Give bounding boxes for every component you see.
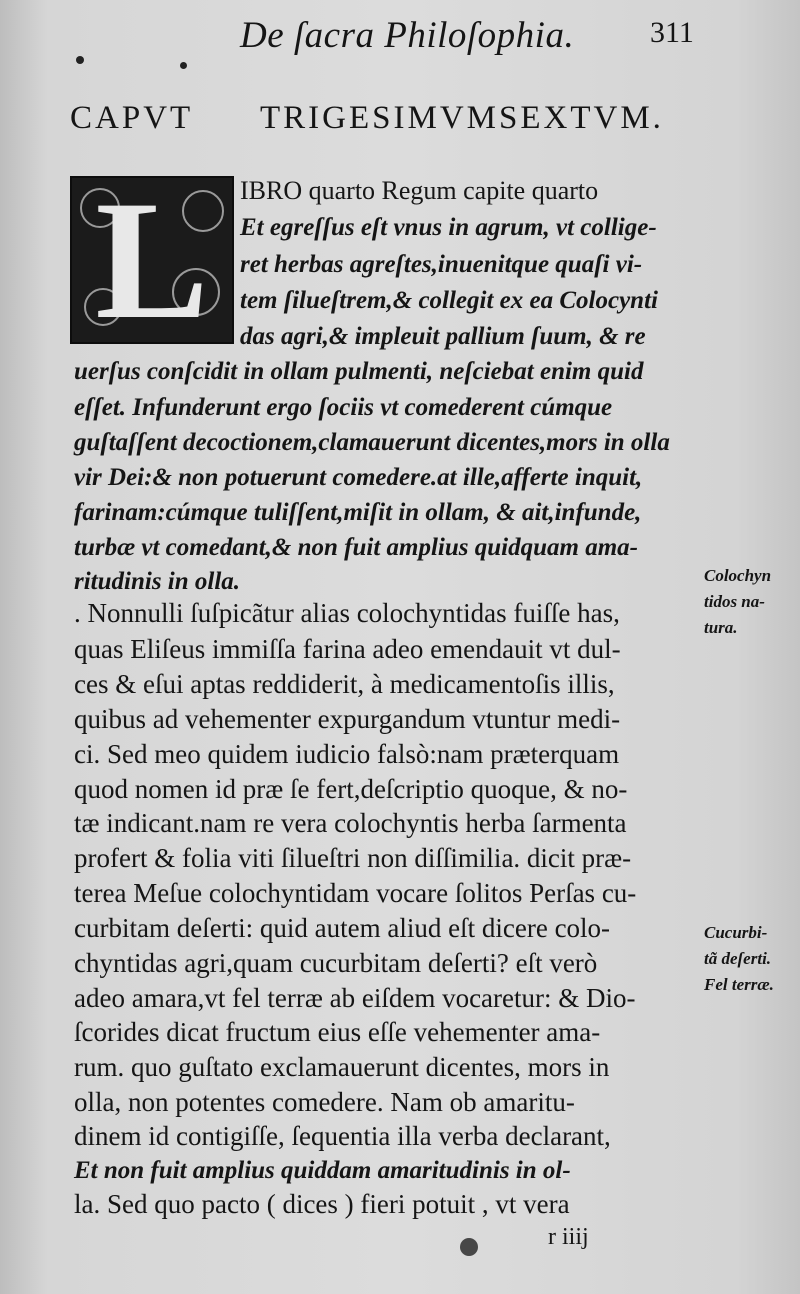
text-line: rum. quo guſtato exclamauerunt dicentes, mors in [74,1052,610,1082]
text-line: uerſus conſcidit in ollam pulmenti, neſciebat enim quid [74,358,644,385]
margin-note: Colochyn [704,566,772,585]
text-line: ci. Sed meo quidem iudicio falsò:nam præterquam [74,739,620,769]
initial-letter: L [95,166,209,354]
chapter-title-word: CAPVT [70,100,194,136]
text-line: curbitam deſerti: quid autem aliud eſt dicere colo- [74,913,611,943]
signature-mark: r iiij [548,1224,589,1250]
text-line: tem ſilueſtrem,& collegit ex ea Colocynti [240,287,658,314]
text-line: la. Sed quo pacto ( dices ) fieri potuit , vt vera [74,1189,570,1219]
text-line: profert & folia viti ſilueſtri non diſſimilia. dicit præ- [74,843,632,873]
text-line: tæ indicant.nam re vera colochyntis herba ſarmenta [74,808,627,838]
text-line: quas Eliſeus immiſſa farina adeo emendauit vt dul- [74,634,621,664]
margin-note: Cucurbi- [704,923,768,942]
margin-note: tura. [704,618,738,637]
text-line: eſſet. Infunderunt ergo ſociis vt comederent cúmque [74,394,613,421]
ink-spot [460,1238,478,1256]
text-line: terea Meſue colochyntidam vocare ſolitos Perſas cu- [74,878,637,908]
page-number: 311 [650,16,694,49]
text-line: chyntidas agri,quam cucurbitam deſerti? eſt verò [74,948,598,978]
text-line: quod nomen id præ ſe fert,deſcriptio quoque, & no- [74,774,628,804]
text-line: adeo amara,vt fel terræ ab eiſdem vocaretur: & Dio- [74,983,636,1013]
text-line: quibus ad vehementer expurgandum vtuntur medi- [74,704,621,734]
text-line: . Nonnulli ſuſpicãtur alias colochyntidas fuiſſe has, [74,598,620,628]
text-line: Et egreſſus eſt vnus in agrum, vt collige- [240,214,657,241]
chapter-title-word: TRIGESIMVMSEXTVM. [260,100,664,136]
text-line: IBRO quarto Regum capite quarto [240,176,599,205]
text-line: farinam:cúmque tuliſſent,miſit in ollam, & ait,infunde, [74,499,642,526]
ink-spot [76,56,84,64]
text-line: ritudinis in olla. [74,568,241,595]
margin-note: tã deſerti. [704,949,772,968]
decorated-initial [70,166,234,354]
text-line: ces & eſui aptas reddiderit, à medicamentoſis illis, [74,669,615,699]
text-line: das agri,& impleuit pallium ſuum, & re [240,323,646,350]
ink-spot [180,62,187,69]
text-line: ret herbas agreſtes,inuenitque quaſi vi- [240,251,643,278]
margin-note: tidos na- [704,592,765,611]
text-line: Et non fuit amplius quiddam amaritudinis in ol- [74,1157,571,1184]
text-line: ſcorides dicat fructum eius eſſe vehementer ama- [74,1017,601,1047]
text-line: olla, non potentes comedere. Nam ob amaritu- [74,1087,575,1117]
text-line: turbæ vt comedant,& non fuit amplius quidquam ama- [74,534,638,561]
running-head: De ſacra Philoſophia. [240,15,575,56]
text-line: vir Dei:& non potuerunt comedere.at ille,afferte inquit, [74,464,643,491]
text-line: dinem id contigiſſe, ſequentia illa verba declarant, [74,1121,611,1151]
text-line: guſtaſſent decoctionem,clamauerunt dicentes,mors in olla [74,429,670,456]
margin-note: Fel terræ. [704,975,774,994]
